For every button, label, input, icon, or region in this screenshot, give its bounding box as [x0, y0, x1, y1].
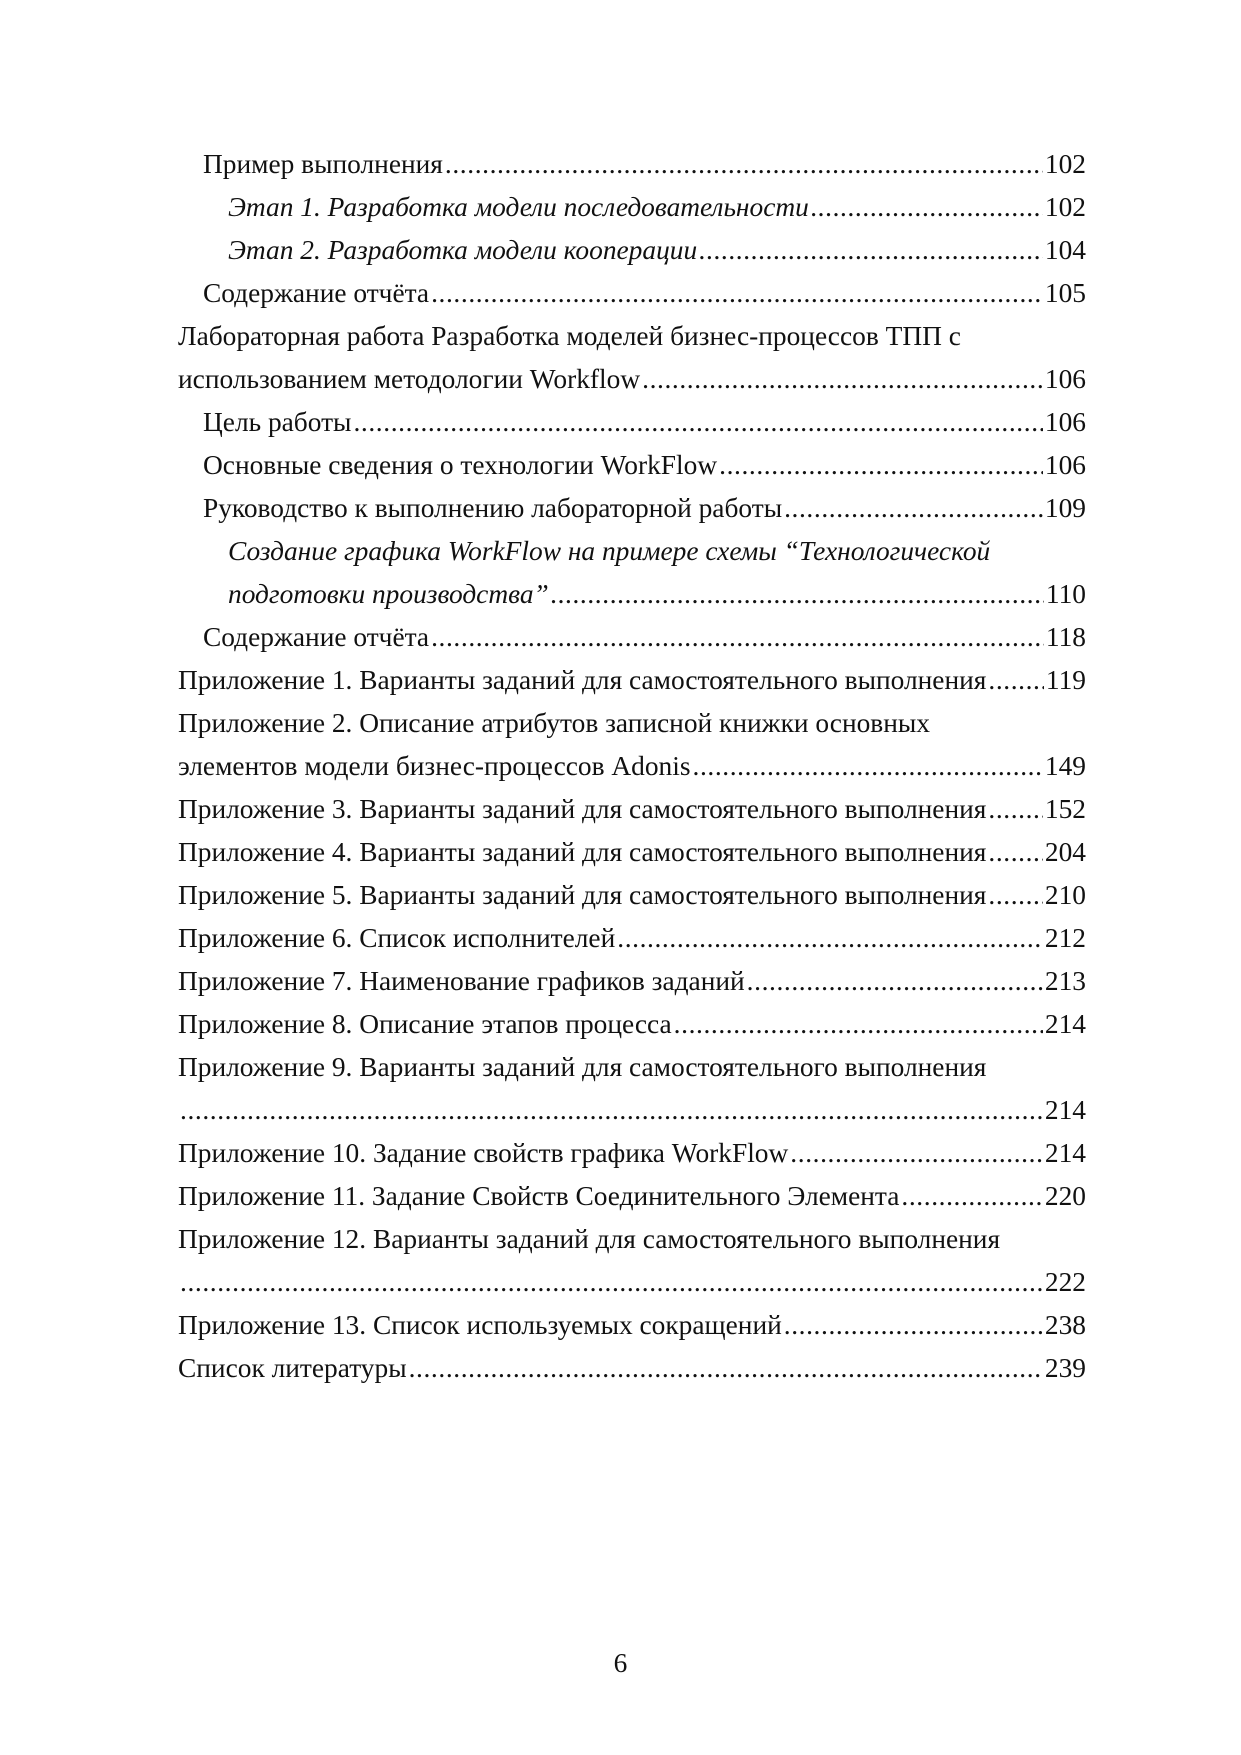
- dot-leader: [409, 1350, 1043, 1386]
- toc-entry-page: 220: [1044, 1181, 1086, 1211]
- toc-entry-title: Этап 1. Разработка модели последовательности: [228, 192, 809, 222]
- toc-entry: [178, 1135, 1086, 1171]
- toc-entry: [178, 1350, 1086, 1386]
- toc-entry-page: 204: [1044, 837, 1086, 867]
- toc-entry-page: 213: [1044, 966, 1086, 996]
- dot-leader: [988, 877, 1043, 913]
- toc-entry-title: Приложение 4. Варианты заданий для самостоятельного выполнения: [178, 837, 987, 867]
- toc-entry-title: Содержание отчёта: [203, 622, 430, 652]
- toc-entry-page: 110: [1045, 579, 1086, 609]
- toc-entry-page: 106: [1044, 450, 1086, 480]
- toc-entry-title: Приложение 12. Варианты заданий для самостоятельного выполнения: [178, 1224, 1001, 1254]
- toc-entry-page: 239: [1044, 1353, 1086, 1383]
- toc-entry-title: Список литературы: [178, 1353, 407, 1383]
- dot-leader: [790, 1135, 1043, 1171]
- toc-entry-title: Руководство к выполнению лабораторной работы: [203, 493, 783, 523]
- toc-entry: [203, 490, 1086, 526]
- toc-entry: [203, 404, 1086, 440]
- dot-leader: [674, 1006, 1043, 1042]
- dot-leader: [699, 232, 1043, 268]
- toc-entry: [178, 920, 1086, 956]
- toc-entry-wrapped: [178, 318, 1086, 354]
- dot-leader: [811, 189, 1043, 225]
- toc-entry: [178, 1307, 1086, 1343]
- dot-leader: [784, 490, 1043, 526]
- dot-leader: [180, 1264, 1043, 1300]
- toc-entry: [178, 662, 1086, 698]
- toc-entry-title: Создание графика WorkFlow на примере схемы “Технологической: [228, 536, 991, 566]
- toc-entry: [178, 963, 1086, 999]
- toc-entry-page: 119: [1045, 665, 1086, 695]
- toc-entry-page: 238: [1044, 1310, 1086, 1340]
- dot-leader: [180, 1092, 1043, 1128]
- toc-entry-title: Приложение 10. Задание свойств графика WorkFlow: [178, 1138, 789, 1168]
- toc-entry: [228, 576, 1086, 612]
- toc-entry-page: 102: [1044, 149, 1086, 179]
- toc-entry-title: использованием методологии Workflow: [178, 364, 641, 394]
- toc-entry-title: Приложение 9. Варианты заданий для самостоятельного выполнения: [178, 1052, 987, 1082]
- toc-entry: [178, 361, 1086, 397]
- toc-entry-title: Приложение 3. Варианты заданий для самостоятельного выполнения: [178, 794, 987, 824]
- toc-entry: [178, 1092, 1086, 1128]
- toc-entry: [203, 619, 1086, 655]
- toc-entry-page: 104: [1044, 235, 1086, 265]
- toc-entry: [228, 232, 1086, 268]
- dot-leader: [988, 791, 1043, 827]
- toc-entry-title: Приложение 1. Варианты заданий для самостоятельного выполнения: [178, 665, 987, 695]
- dot-leader: [617, 920, 1043, 956]
- toc-entry-title: Этап 2. Разработка модели кооперации: [228, 235, 698, 265]
- toc-entry-page: 106: [1044, 364, 1086, 394]
- toc-entry-title: Приложение 7. Наименование графиков заданий: [178, 966, 745, 996]
- toc-entry-page: 212: [1044, 923, 1086, 953]
- toc-entry-title: Приложение 8. Описание этапов процесса: [178, 1009, 672, 1039]
- toc-entry-title: Приложение 13. Список используемых сокращений: [178, 1310, 782, 1340]
- toc-entry-wrapped: [178, 1221, 1086, 1257]
- toc-entry-page: 214: [1044, 1009, 1086, 1039]
- toc-entry-page: 109: [1044, 493, 1086, 523]
- toc-entry-title: элементов модели бизнес-процессов Adonis: [178, 751, 691, 781]
- dot-leader: [747, 963, 1043, 999]
- toc-entry: [178, 1178, 1086, 1214]
- toc-entry-title: Приложение 5. Варианты заданий для самостоятельного выполнения: [178, 880, 987, 910]
- dot-leader: [551, 576, 1044, 612]
- toc-entry-page: 118: [1045, 622, 1086, 652]
- toc-entry-title: Приложение 2. Описание атрибутов записной книжки основных: [178, 708, 930, 738]
- dot-leader: [988, 662, 1044, 698]
- toc-entry-page: 222: [1044, 1267, 1086, 1297]
- dot-leader: [353, 404, 1042, 440]
- dot-leader: [901, 1178, 1043, 1214]
- dot-leader: [445, 146, 1043, 182]
- dot-leader: [719, 447, 1043, 483]
- toc-entry: [178, 1264, 1086, 1300]
- toc-entry: [203, 447, 1086, 483]
- toc-entry: [178, 1006, 1086, 1042]
- toc-entry: [203, 146, 1086, 182]
- toc-entry-title: Приложение 11. Задание Свойств Соединительного Элемента: [178, 1181, 900, 1211]
- toc-entry: [228, 189, 1086, 225]
- toc-entry-wrapped: [178, 1049, 1086, 1085]
- toc-entry-page: 102: [1044, 192, 1086, 222]
- toc-entry-title: Цель работы: [203, 407, 352, 437]
- toc-entry-page: 210: [1044, 880, 1086, 910]
- toc-entry: [178, 877, 1086, 913]
- dot-leader: [784, 1307, 1043, 1343]
- toc-entry-wrapped: [178, 705, 1086, 741]
- toc-entry-title: Пример выполнения: [203, 149, 443, 179]
- toc-entry-page: 149: [1044, 751, 1086, 781]
- dot-leader: [431, 619, 1044, 655]
- toc-entry-page: 105: [1044, 278, 1086, 308]
- dot-leader: [988, 834, 1043, 870]
- toc-entry: [178, 791, 1086, 827]
- toc-entry-title: Лабораторная работа Разработка моделей бизнес-процессов ТПП с: [178, 321, 961, 351]
- toc-entry-wrapped: [228, 533, 1086, 569]
- toc-entry-title: подготовки производства”: [228, 579, 549, 609]
- toc-entry-title: Содержание отчёта: [203, 278, 430, 308]
- dot-leader: [642, 361, 1043, 397]
- toc-entry-page: 214: [1044, 1095, 1086, 1125]
- toc-entry: [178, 748, 1086, 784]
- page-number: 6: [613, 1648, 628, 1678]
- toc-entry: [178, 834, 1086, 870]
- toc-entry-page: 152: [1044, 794, 1086, 824]
- toc-entry-title: Основные сведения о технологии WorkFlow: [203, 450, 718, 480]
- toc-entry-page: 106: [1044, 407, 1086, 437]
- dot-leader: [693, 748, 1043, 784]
- toc-entry-title: Приложение 6. Список исполнителей: [178, 923, 616, 953]
- toc-entry: [203, 275, 1086, 311]
- toc-entry-page: 214: [1044, 1138, 1086, 1168]
- dot-leader: [431, 275, 1043, 311]
